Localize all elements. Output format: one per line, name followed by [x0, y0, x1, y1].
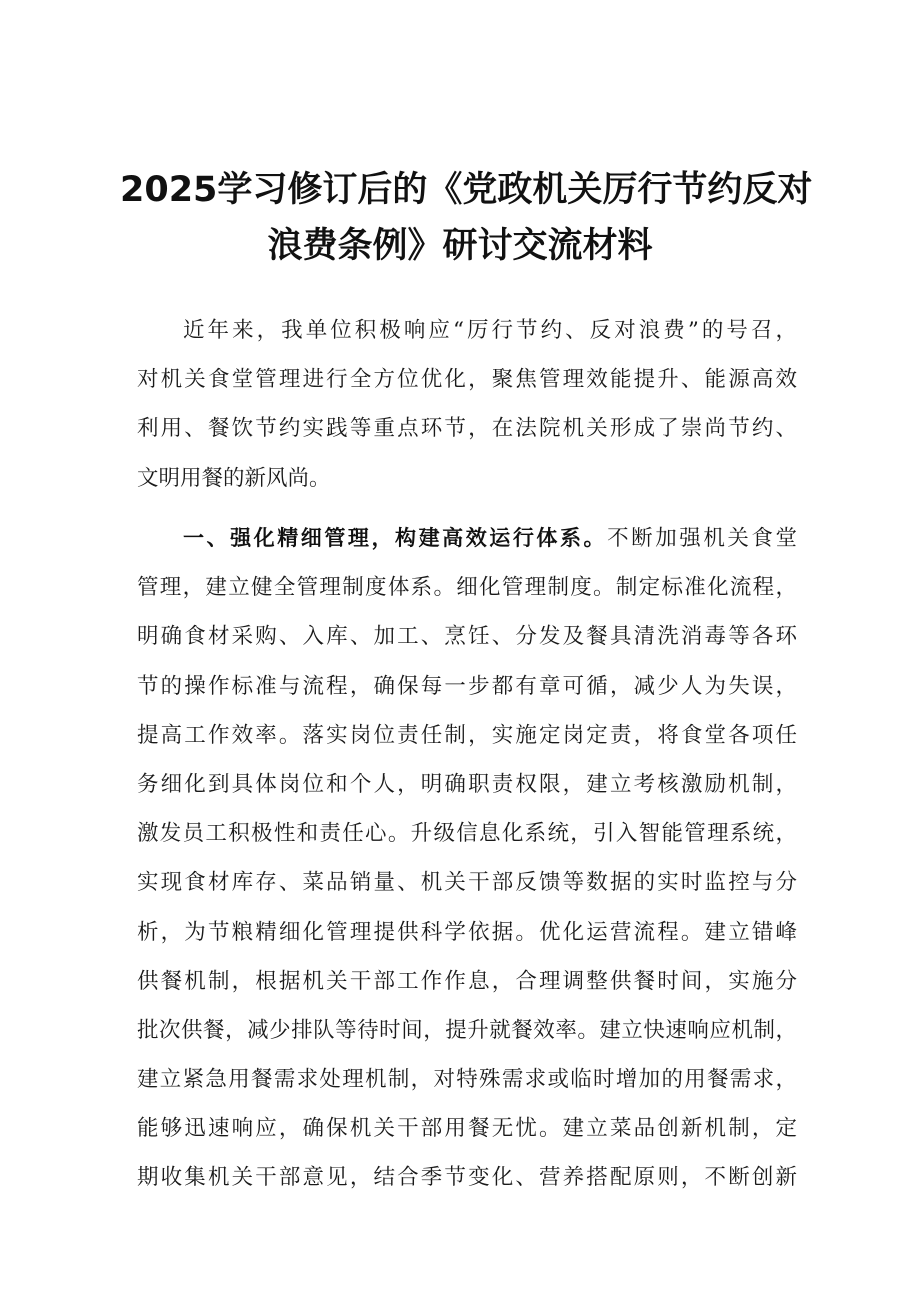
- paragraph-line: 实现食材库存、菜品销量、机关干部反馈等数据的实时监控与分: [137, 870, 797, 896]
- paragraph-line: [137, 514, 797, 563]
- paragraph-line: 务细化到具体岗位和个人，明确职责权限，建立考核激励机制，: [137, 771, 797, 797]
- paragraph-line: 管理，建立健全管理制度体系。细化管理制度。制定标准化流程，: [137, 575, 797, 601]
- paragraph-line: 期收集机关干部意见，结合季节变化、营养搭配原则，不断创新: [137, 1165, 797, 1191]
- section-1-first-line-rest: 不断加强机关食堂: [607, 526, 797, 551]
- paragraph-line: 供餐机制，根据机关干部工作作息，合理调整供餐时间，实施分: [137, 968, 797, 994]
- paragraph-line: 近年来，我单位积极响应“厉行节约、反对浪费”的号召，: [183, 318, 797, 343]
- intro-paragraph: [137, 306, 797, 503]
- paragraph-line: 激发员工积极性和责任心。升级信息化系统，引入智能管理系统，: [137, 821, 797, 847]
- paragraph-line: 能够迅速响应，确保机关干部用餐无忧。建立菜品创新机制，定: [137, 1116, 797, 1142]
- title-line-2: 浪费条例》研讨交流材料: [267, 226, 653, 266]
- document-title: [120, 162, 813, 274]
- paragraph-line: 利用、餐饮节约实践等重点环节，在法院机关形成了崇尚节约、: [137, 416, 797, 442]
- paragraph-line: 析，为节粮精细化管理提供科学依据。优化运营流程。建立错峰: [137, 919, 797, 945]
- paragraph-line: 对机关食堂管理进行全方位优化，聚焦管理效能提升、能源高效: [137, 367, 797, 393]
- section-1-paragraph: [137, 514, 797, 1203]
- paragraph-line: 建立紧急用餐需求处理机制，对特殊需求或临时增加的用餐需求，: [137, 1067, 797, 1093]
- paragraph-line: 明确食材采购、入库、加工、烹饪、分发及餐具清洗消毒等各环: [137, 624, 797, 650]
- title-line-1: 2025学习修订后的《党政机关厉行节约反对: [120, 170, 813, 210]
- paragraph-line: 文明用餐的新风尚。: [137, 465, 331, 491]
- paragraph-line: 提高工作效率。落实岗位责任制，实施定岗定责，将食堂各项任: [137, 722, 797, 748]
- section-1-heading: 一、强化精细管理，构建高效运行体系。: [183, 526, 608, 550]
- paragraph-line: 批次供餐，减少排队等待时间，提升就餐效率。建立快速响应机制，: [137, 1017, 797, 1043]
- paragraph-line: 节的操作标准与流程，确保每一步都有章可循，减少人为失误，: [137, 673, 797, 699]
